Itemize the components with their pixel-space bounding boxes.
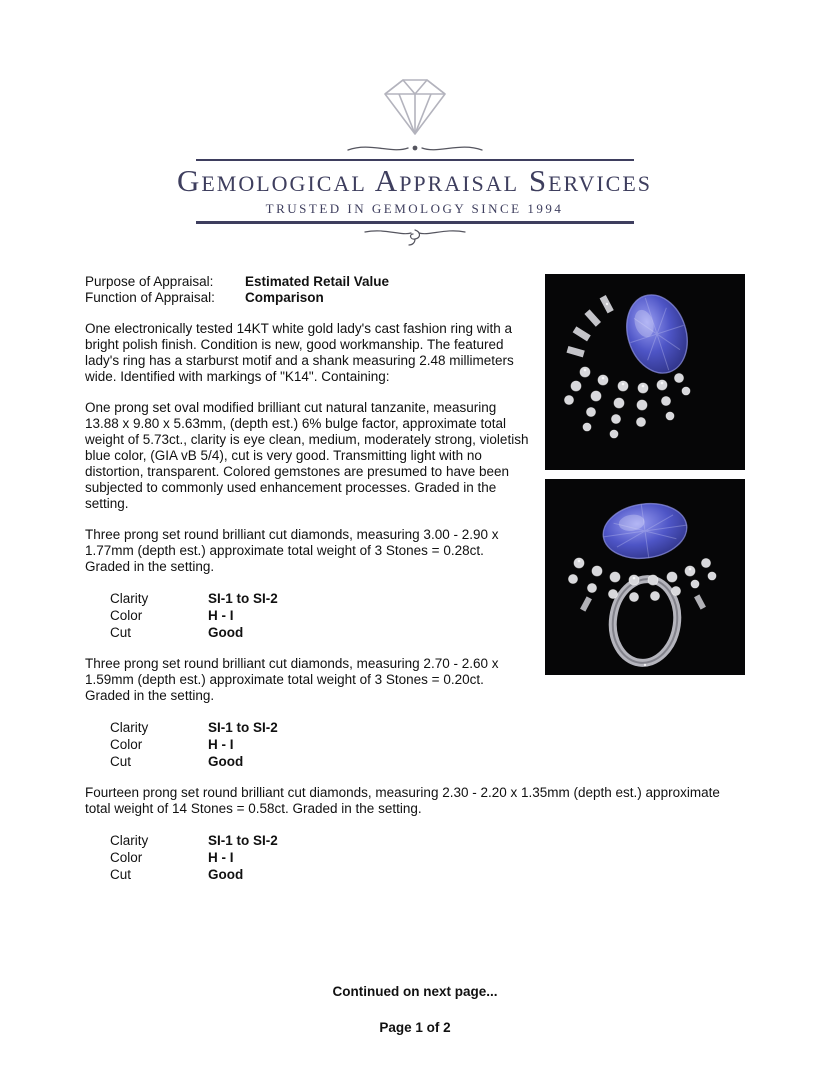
paragraph-diamonds-2: Three prong set round brilliant cut diamonds, measuring 2.70 - 2.60 x 1.59mm (depth est.) approximate total weight of 3 Stones = 0.20ct. Graded in the setting.	[85, 655, 499, 703]
diamond-logo-icon	[363, 76, 467, 138]
ring-photo-top-view	[545, 274, 745, 470]
color-label: Color	[110, 607, 143, 623]
grading-row	[110, 832, 745, 849]
paragraph-diamonds-3: Fourteen prong set round brilliant cut diamonds, measuring 2.30 - 2.20 x 1.35mm (depth est.) approximate total weight of 14 Stones = 0.58ct. Graded in the setting.	[85, 784, 720, 816]
function-label: Function of Appraisal:	[85, 289, 215, 305]
color-label: Color	[110, 849, 143, 865]
color-label: Color	[110, 736, 143, 752]
ring-side-view-image	[545, 479, 745, 675]
grading-row	[110, 736, 745, 753]
clarity-label: Clarity	[110, 590, 149, 606]
brand-subtitle: TRUSTED IN GEMOLOGY SINCE 1994	[265, 200, 564, 216]
ring-photo-side-view	[545, 479, 745, 675]
ring-top-view-image	[545, 274, 745, 470]
purpose-label: Purpose of Appraisal:	[85, 273, 214, 289]
cut-value: Good	[208, 624, 244, 640]
flourish-top-icon	[340, 140, 490, 156]
clarity-label: Clarity	[110, 832, 149, 848]
flourish-bottom-icon	[355, 226, 475, 248]
clarity-value: SI-1 to SI-2	[208, 832, 278, 848]
header	[0, 0, 829, 248]
grading-table-3	[110, 832, 745, 883]
grading-table-2	[110, 719, 745, 770]
paragraph-diamonds-1: Three prong set round brilliant cut diamonds, measuring 3.00 - 2.90 x 1.77mm (depth est.) approximate total weight of 3 Stones = 0.28ct. Graded in the setting.	[85, 526, 499, 574]
grading-row	[110, 849, 745, 866]
header-rule-top	[196, 159, 634, 161]
paragraph-tanzanite: One prong set oval modified brilliant cut natural tanzanite, measuring 13.88 x 9.80 x 5.63mm, (depth est.) 6% bulge factor, approximate total weight of 5.73ct., clarity is eye clean, medium, moderately strong, violetish blue color, (GIA vB 5/4), cut is very good. Transmitting light with no distortion, transparent. Colored gemstones are presumed to have been subjected to commonly used enhancement processes. Graded in the setting.	[85, 399, 529, 511]
cut-value: Good	[208, 753, 244, 769]
color-value: H - I	[208, 607, 234, 623]
grading-row	[110, 866, 745, 883]
clarity-value: SI-1 to SI-2	[208, 590, 278, 606]
clarity-label: Clarity	[110, 719, 149, 735]
grading-row	[110, 753, 745, 770]
cut-label: Cut	[110, 866, 132, 882]
cut-label: Cut	[110, 624, 132, 640]
color-value: H - I	[208, 736, 234, 752]
function-value: Comparison	[245, 289, 324, 305]
grading-row	[110, 719, 745, 736]
continued-note: Continued on next page...	[332, 984, 498, 999]
header-rule-bottom	[196, 221, 634, 224]
color-value: H - I	[208, 849, 234, 865]
ring-photos	[545, 274, 745, 684]
purpose-value: Estimated Retail Value	[245, 273, 390, 289]
page-number: Page 1 of 2	[379, 1020, 451, 1035]
paragraph-ring-description: One electronically tested 14KT white gold lady's cast fashion ring with a bright polish finish. Condition is new, good workmanship. The featured lady's ring has a starburst motif and a shank measuring 2.48 millimeters wide. Identified with markings of "K14". Containing:	[85, 320, 514, 384]
cut-value: Good	[208, 866, 244, 882]
appraisal-body	[85, 274, 745, 883]
brand-title: Gemological Appraisal Services	[176, 163, 653, 198]
clarity-value: SI-1 to SI-2	[208, 719, 278, 735]
cut-label: Cut	[110, 753, 132, 769]
